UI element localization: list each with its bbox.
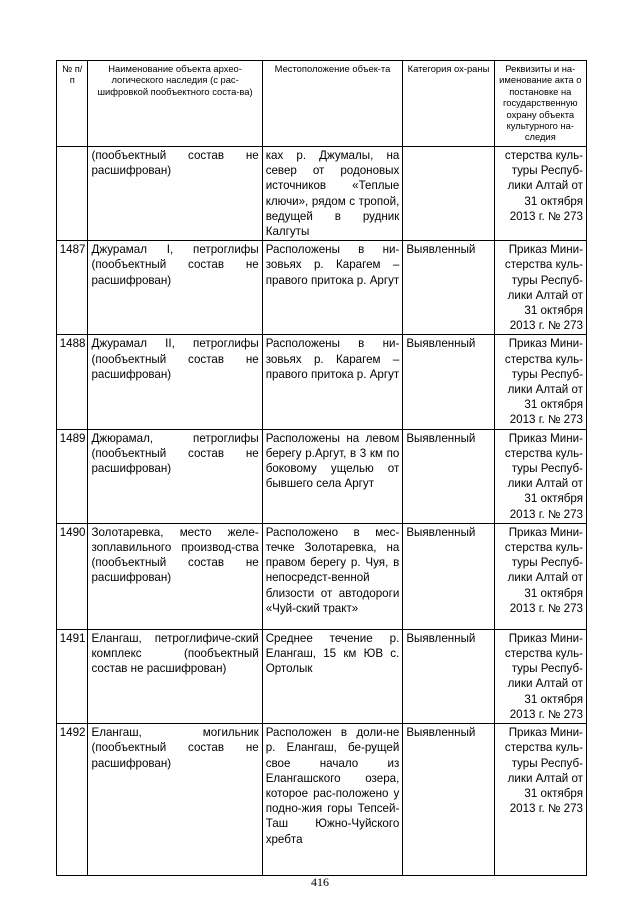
cell-act: стерства куль-туры Респуб-лики Алтай от 31 октября 2013 г. № 273 <box>494 147 586 241</box>
table-row <box>57 724 587 876</box>
table-row <box>57 335 587 429</box>
cell-number: 1491 <box>57 629 88 723</box>
header-number: № п/п <box>57 61 88 147</box>
cell-category <box>403 147 494 241</box>
cell-category: Выявленный <box>403 241 494 335</box>
cell-object-name: Золотаревка, место желе-зоплавильного производ-ства (пообъектный состав не расшифрован) <box>88 523 262 629</box>
table-row <box>57 429 587 523</box>
cell-object-name: Джюрамал, петроглифы (пообъектный состав не расшифрован) <box>88 429 262 523</box>
cell-act: Приказ Мини-стерства куль-туры Респуб-лики Алтай от 31 октября 2013 г. № 273 <box>494 429 586 523</box>
cell-location: Расположено в мес-течке Золотаревка, на правом берегу р. Чуя, в непосредст-венной близости от автодороги «Чуй-ский тракт» <box>262 523 403 629</box>
cell-category: Выявленный <box>403 429 494 523</box>
cell-object-name: (пообъектный состав не расшифрован) <box>88 147 262 241</box>
header-act-details: Реквизиты и на-именование акта о постановке на государственную охрану объекта культурного на-следия <box>494 61 586 147</box>
header-protection-category: Категория ох-раны <box>403 61 494 147</box>
cell-act: Приказ Мини-стерства куль-туры Респуб-лики Алтай от 31 октября 2013 г. № 273 <box>494 523 586 629</box>
cell-act: Приказ Мини-стерства куль-туры Респуб-лики Алтай от 31 октября 2013 г. № 273 <box>494 335 586 429</box>
cell-location: Расположен в доли-не р. Елангаш, бе-рущей свое начало из Елангашского озера, которое рас-положено у подно-жия горы Тепсей-Таш Южно-Чуйского хребта <box>262 724 403 876</box>
cell-act: Приказ Мини-стерства куль-туры Респуб-лики Алтай от 31 октября 2013 г. № 273 <box>494 724 586 876</box>
cell-object-name: Джурамал I, петроглифы (пообъектный состав не расшифрован) <box>88 241 262 335</box>
cell-object-name: Елангаш, могильник (пообъектный состав не расшифрован) <box>88 724 262 876</box>
cell-object-name: Елангаш, петроглифиче-ский комплекс (пообъектный состав не расшифрован) <box>88 629 262 723</box>
cell-act: Приказ Мини-стерства куль-туры Респуб-лики Алтай от 31 октября 2013 г. № 273 <box>494 241 586 335</box>
cell-location: Расположены в ни-зовьях р. Карагем – правого притока р. Аргут <box>262 241 403 335</box>
cell-location: ках р. Джумалы, на север от родоновых источников «Теплые ключи», рядом с тропой, ведущей в рудник Калгуты <box>262 147 403 241</box>
cell-number: 1488 <box>57 335 88 429</box>
cell-category: Выявленный <box>403 523 494 629</box>
cell-category: Выявленный <box>403 724 494 876</box>
table-row <box>57 147 587 241</box>
cell-location: Расположены на левом берегу р.Аргут, в 3 км по боковому ущелью от бывшего села Аргут <box>262 429 403 523</box>
table-body <box>57 147 587 876</box>
cell-location: Расположены в ни-зовьях р. Карагем – правого притока р. Аргут <box>262 335 403 429</box>
page-number: 416 <box>311 875 329 889</box>
cell-object-name: Джурамал II, петроглифы (пообъектный состав не расшифрован) <box>88 335 262 429</box>
table-row <box>57 523 587 629</box>
header-object-name: Наименование объекта архео-логического наследия (с рас-шифровкой пообъектного соста-ва) <box>88 61 262 147</box>
table-row <box>57 241 587 335</box>
cell-location: Среднее течение р. Елангаш, 15 км ЮВ с. Ортолык <box>262 629 403 723</box>
cell-number: 1492 <box>57 724 88 876</box>
cell-category: Выявленный <box>403 335 494 429</box>
table-row <box>57 629 587 723</box>
header-row <box>57 61 587 147</box>
header-location: Местоположение объек-та <box>262 61 403 147</box>
cell-act: Приказ Мини-стерства куль-туры Респуб-лики Алтай от 31 октября 2013 г. № 273 <box>494 629 586 723</box>
cell-number: 1490 <box>57 523 88 629</box>
cell-number: 1487 <box>57 241 88 335</box>
cell-category: Выявленный <box>403 629 494 723</box>
cell-number: 1489 <box>57 429 88 523</box>
heritage-objects-table <box>56 60 587 876</box>
table-header <box>57 61 587 147</box>
cell-number <box>57 147 88 241</box>
